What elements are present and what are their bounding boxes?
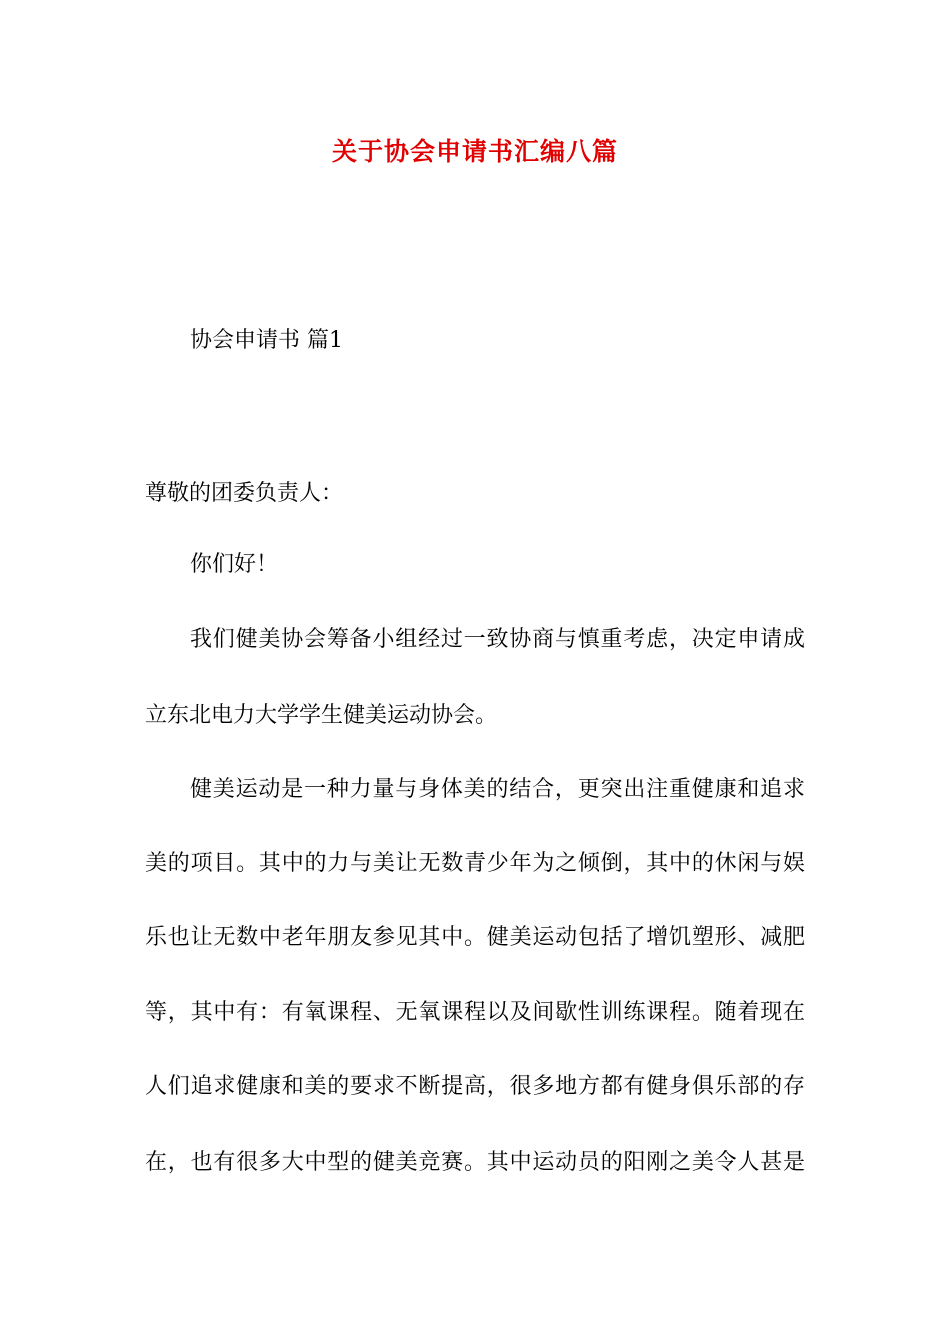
- paragraph-line: 在，也有很多大中型的健美竞赛。其中运动员的阳刚之美令人甚是: [145, 1150, 805, 1175]
- paragraph-line: 人们追求健康和美的要求不断提高，很多地方都有健身俱乐部的存: [145, 1074, 805, 1099]
- paragraph-line: 等，其中有：有氧课程、无氧课程以及间歇性训练课程。随着现在: [145, 1000, 805, 1025]
- paragraph-line: 立东北电力大学学生健美运动协会。: [145, 703, 498, 728]
- greeting: 你们好！: [190, 552, 279, 577]
- salutation: 尊敬的团委负责人：: [145, 481, 344, 506]
- paragraph-line: 我们健美协会筹备小组经过一致协商与慎重考虑，决定申请成: [190, 627, 805, 652]
- paragraph-line: 乐也让无数中老年朋友参见其中。健美运动包括了增饥塑形、减肥: [145, 925, 805, 950]
- paragraph-line: 健美运动是一种力量与身体美的结合，更突出注重健康和追求: [190, 777, 805, 802]
- paragraph-line: 美的项目。其中的力与美让无数青少年为之倾倒，其中的休闲与娱: [145, 851, 805, 876]
- section-heading: 协会申请书 篇1: [190, 328, 343, 353]
- document-title: 关于协会申请书汇编八篇: [331, 137, 618, 166]
